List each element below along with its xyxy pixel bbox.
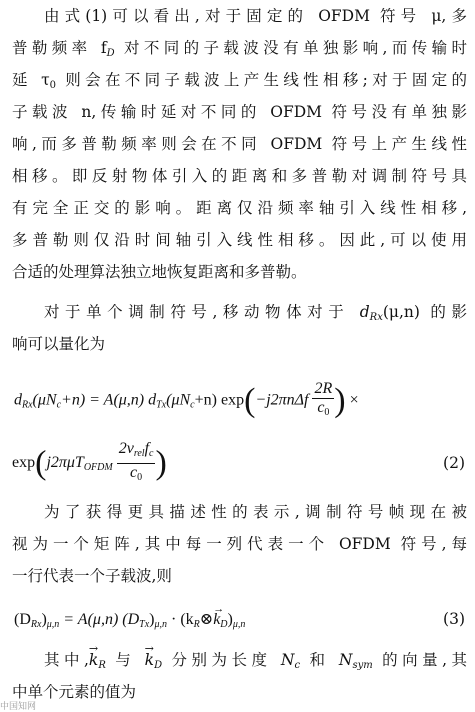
p1-line-4: 子载波 n,传输时延对不同的 OFDM 符号没有单独影 xyxy=(12,103,467,121)
p1-line-1: 由式(1)可以看出,对于固定的 OFDM 符号 μ,多 xyxy=(44,7,467,25)
p3-line-3: 一行代表一个子载波,则 xyxy=(12,567,172,585)
p2-line-1: 对于单个调制符号,移动物体对于 $d_{Rx}(\mu,n)$ 的影 xyxy=(44,303,467,323)
p1-line-9: 合适的处理算法独立地恢复距离和多普勒。 xyxy=(12,263,307,281)
fraction-2R-c0: $\frac{2R}{c_0}$ xyxy=(314,380,333,418)
p1-line-8: 多普勒则仅沿时间轴引入线性相移。因此,可以使用 xyxy=(12,231,467,249)
p2-line-2: 响可以量化为 xyxy=(12,335,106,353)
watermark: 中国知网 xyxy=(0,702,37,712)
p1-line-7: 有完全正交的影响。距离仅沿频率轴引入线性相移, xyxy=(12,199,467,217)
p1-line-5: 响,而多普勒频率则会在不同 OFDM 符号上产生线性 xyxy=(12,135,467,153)
p1-line-2: 普勒频率 $f_D$ 对不同的子载波没有单独影响,而传输时 xyxy=(12,39,467,59)
equation-2-line-2: exp(j2πμT$_{OFDM}$ $\frac{2v_{rel}f_c}{c_0}$ ) xyxy=(12,440,167,487)
equation-3-number: (3) xyxy=(443,610,465,628)
p4-line-1: 其中,→ $k_R$ 与 → $k_D$ 分别为长度 $N_c$ 和 $N_{sym}$ 的向量,其 xyxy=(44,650,467,676)
p4-line-2: 中单个元素的值为 xyxy=(12,683,137,701)
equation-3: $(D_{Rx})_{\mu,n} = A(\mu,n) (D_{Tx})_{\mu,n}$ · $(k_R\otimes\to k_D)_{\mu,n}$ xyxy=(14,608,245,637)
equation-2-number: (2) xyxy=(443,454,465,472)
p3-line-2: 视为一个矩阵,其中每一列代表一个 OFDM 符号,每 xyxy=(12,535,467,553)
equation-2-line-1: $d_{Rx}(\mu N_c+n) = A(\mu,n)$ $d_{Tx}(\mu N_c+n)$ exp(−j2πnΔf $\frac{2R}{c_0}$ ) × xyxy=(14,380,359,422)
fraction-2vrel-fc-c0: $\frac{2v_{rel}f_c}{c_0}$ xyxy=(118,440,154,483)
p1-line-3: 延 $\tau_0$ 则会在不同子载波上产生线性相移;对于固定的 xyxy=(12,71,467,91)
p3-line-1: 为了获得更具描述性的表示,调制符号帧现在被 xyxy=(44,503,467,521)
p1-line-6: 相移。即反射物体引入的距离和多普勒对调制符号具 xyxy=(12,167,467,185)
